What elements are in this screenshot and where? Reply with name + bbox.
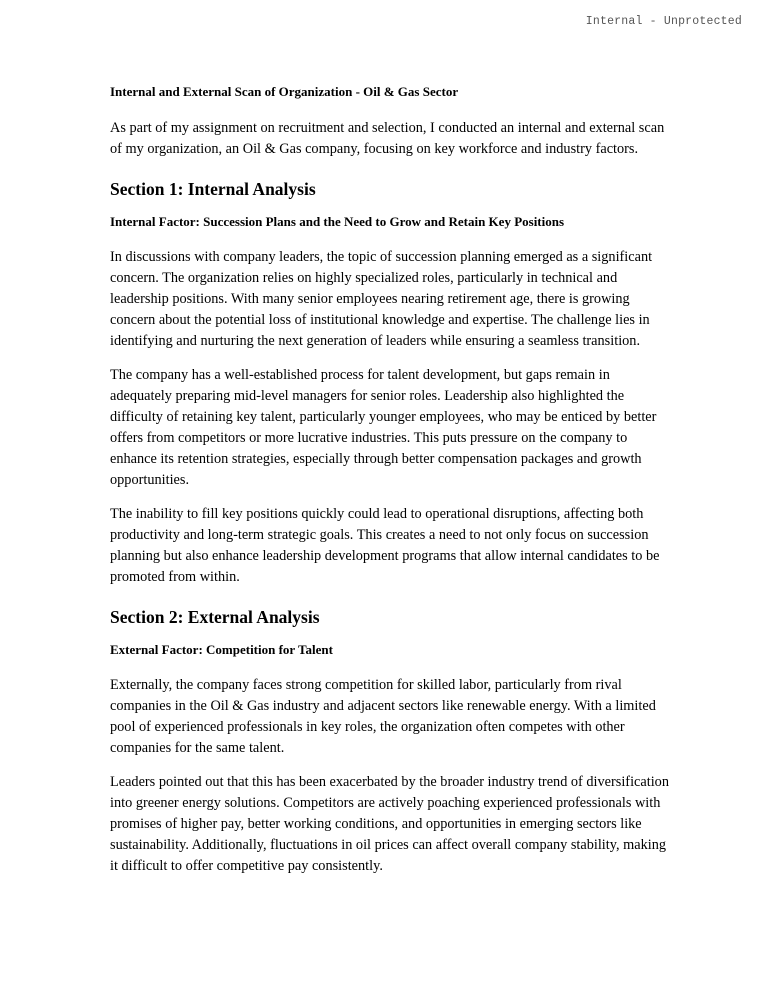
section-1-subheading: Internal Factor: Succession Plans and the Need to Grow and Retain Key Positions <box>110 214 565 229</box>
section-1-heading: Section 1: Internal Analysis <box>110 179 316 199</box>
section-1-paragraph-1: In discussions with company leaders, the topic of succession planning emerged as a significant concern. The organization relies on highly specialized roles, particularly in technical and leadership positions. With many senior employees nearing retirement age, there is growing concern about the potential loss of institutional knowledge and expertise. The challenge lies in identifying and nurturing the next generation of leaders while ensuring a seamless transition. <box>110 249 653 349</box>
section-2-paragraph-2: Leaders pointed out that this has been exacerbated by the broader industry trend of diversification into greener energy solutions. Competitors are actively poaching experienced professionals with promises of higher pay, better working conditions, and opportunities in emerging sectors like sustainability. Additionally, fluctuations in oil prices can affect overall company stability, making it difficult to offer competitive pay consistently. <box>110 774 669 874</box>
document-title: Internal and External Scan of Organization - Oil & Gas Sector <box>110 84 459 99</box>
section-2-subheading: External Factor: Competition for Talent <box>110 642 333 657</box>
classification-label: Internal - Unprotected <box>585 15 742 28</box>
section-2-heading: Section 2: External Analysis <box>110 607 320 627</box>
section-1-paragraph-2: The company has a well-established process for talent development, but gaps remain in adequately preparing mid-level managers for senior roles. Leadership also highlighted the difficulty of retaining key talent, particularly younger employees, who may be enticed by better offers from competitors or more lucrative industries. This puts pressure on the company to enhance its retention strategies, especially through better compensation packages and growth opportunities. <box>110 367 657 488</box>
section-2-paragraph-1: Externally, the company faces strong competition for skilled labor, particularly from rival companies in the Oil & Gas industry and adjacent sectors like renewable energy. With a limited pool of experienced professionals in key roles, the organization often competes with other companies for the same talent. <box>110 677 656 756</box>
intro-paragraph: As part of my assignment on recruitment and selection, I conducted an internal and external scan of my organization, an Oil & Gas company, focusing on key workforce and industry factors. <box>110 120 665 157</box>
section-1-paragraph-3: The inability to fill key positions quickly could lead to operational disruptions, affecting both productivity and long-term strategic goals. This creates a need to not only focus on succession planning but also enhance leadership development programs that allow internal candidates to be promoted from within. <box>110 506 660 585</box>
document-page <box>110 82 670 890</box>
